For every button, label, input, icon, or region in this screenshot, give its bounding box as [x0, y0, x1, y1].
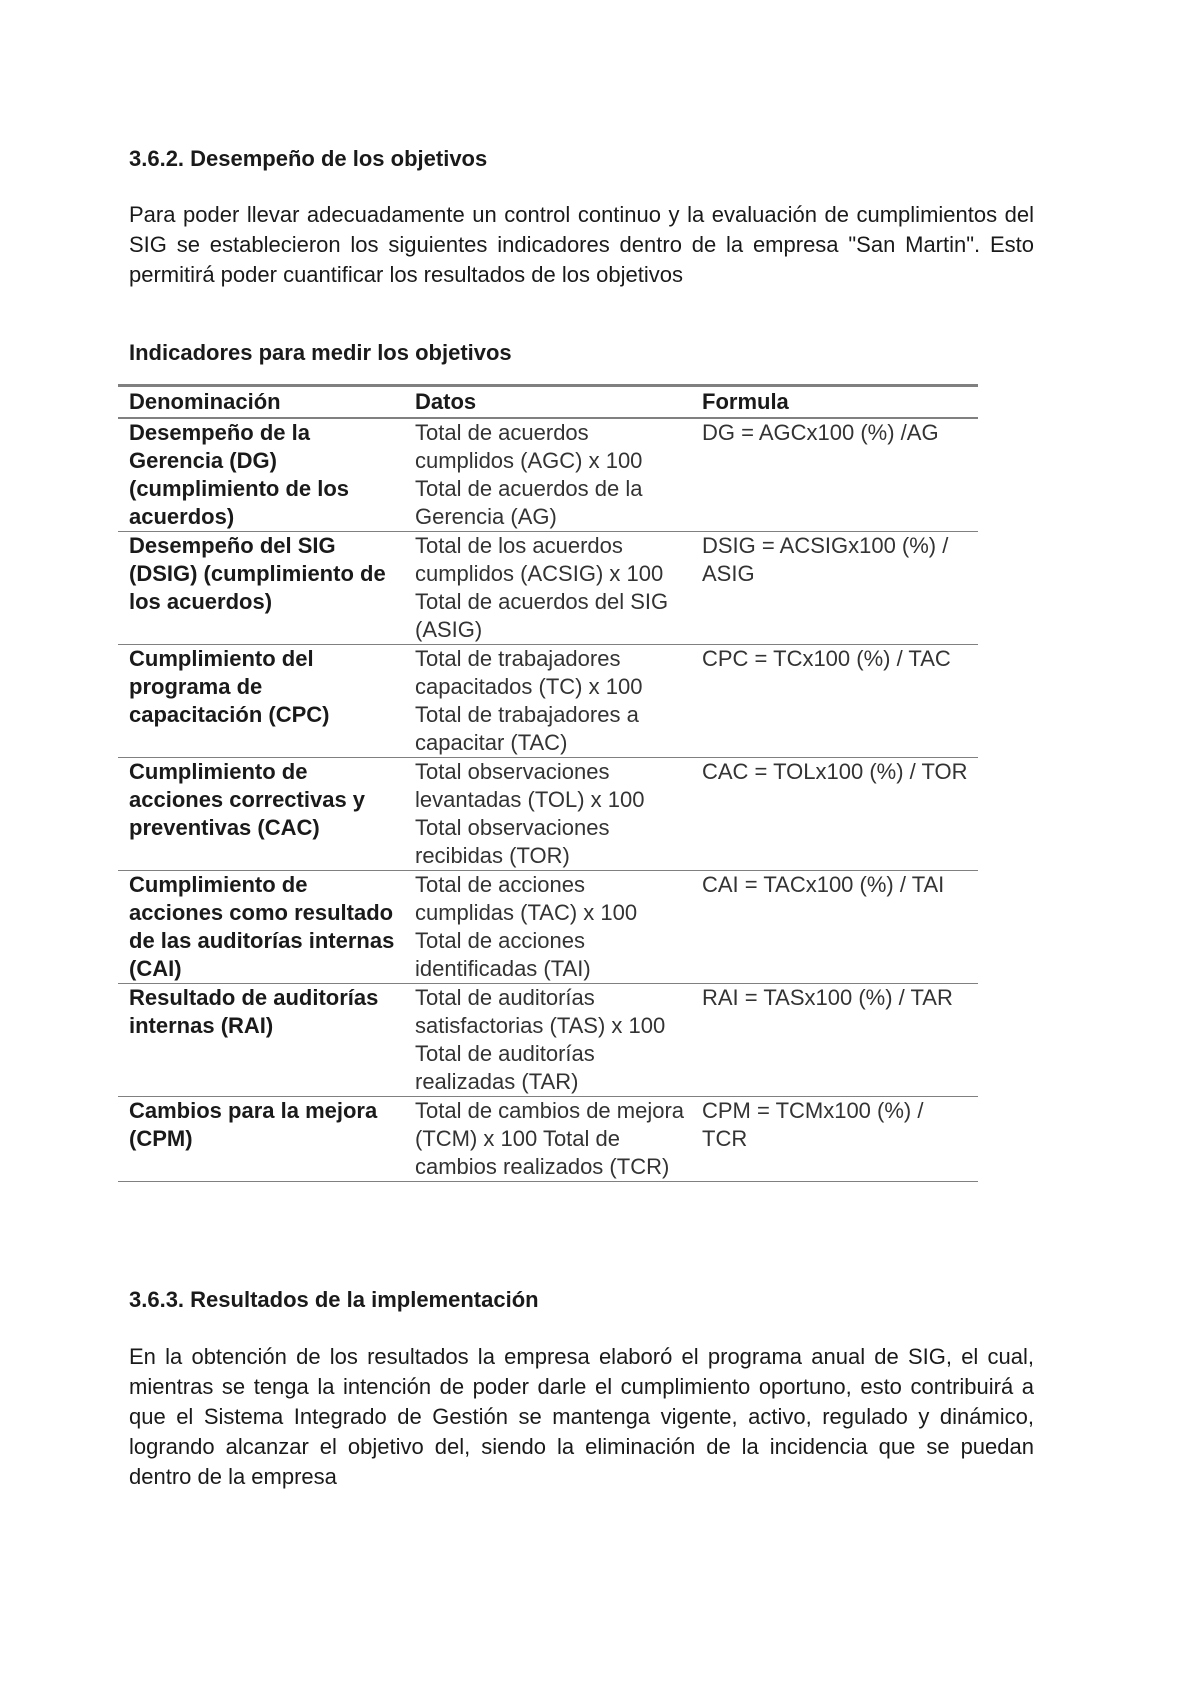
indicator-data: Total de los acuerdos cumplidos (ACSIG) x 100 Total de acuerdos del SIG (ASIG)	[404, 532, 691, 645]
indicator-name: Resultado de auditorías internas (RAI)	[118, 984, 404, 1097]
table-row	[118, 532, 978, 645]
section-heading-resultados: 3.6.3. Resultados de la implementación	[129, 1287, 539, 1312]
table-row	[118, 418, 978, 532]
table-row	[118, 984, 978, 1097]
indicators-table	[118, 384, 978, 1182]
table-title: Indicadores para medir los objetivos	[129, 340, 512, 365]
indicator-formula: CPC = TCx100 (%) / TAC	[691, 645, 978, 758]
column-header-denominacion: Denominación	[118, 386, 404, 419]
indicator-name: Cumplimiento del programa de capacitación (CPC)	[118, 645, 404, 758]
indicator-data: Total de trabajadores capacitados (TC) x 100 Total de trabajadores a capacitar (TAC)	[404, 645, 691, 758]
intro-paragraph: Para poder llevar adecuadamente un control continuo y la evaluación de cumplimientos del SIG se establecieron los siguientes indicadores dentro de la empresa "San Martin". Esto permitirá poder cuantificar los resultados de los objetivos	[129, 202, 1034, 287]
indicator-formula: DSIG = ACSIGx100 (%) / ASIG	[691, 532, 978, 645]
indicator-data: Total de acuerdos cumplidos (AGC) x 100 Total de acuerdos de la Gerencia (AG)	[404, 418, 691, 532]
results-paragraph: En la obtención de los resultados la empresa elaboró el programa anual de SIG, el cual, mientras se tenga la intención de poder darle el cumplimiento oportuno, esto contribuirá a que el Sistema Integrado de Gestión se mantenga vigente, activo, regulado y dinámico, logrando alcanzar el objetivo del, siendo la eliminación de la incidencia que se puedan dentro de la empresa	[129, 1344, 1034, 1489]
table-row	[118, 871, 978, 984]
indicator-formula: CPM = TCMx100 (%) / TCR	[691, 1097, 978, 1182]
indicator-data: Total de auditorías satisfactorias (TAS) x 100 Total de auditorías realizadas (TAR)	[404, 984, 691, 1097]
indicator-formula: CAC = TOLx100 (%) / TOR	[691, 758, 978, 871]
indicator-name: Cumplimiento de acciones como resultado de las auditorías internas (CAI)	[118, 871, 404, 984]
indicator-name: Desempeño del SIG (DSIG) (cumplimiento de los acuerdos)	[118, 532, 404, 645]
indicator-name: Cambios para la mejora (CPM)	[118, 1097, 404, 1182]
column-header-formula: Formula	[691, 386, 978, 419]
indicator-data: Total de cambios de mejora (TCM) x 100 Total de cambios realizados (TCR)	[404, 1097, 691, 1182]
table-row	[118, 1097, 978, 1182]
indicator-name: Desempeño de la Gerencia (DG) (cumplimiento de los acuerdos)	[118, 418, 404, 532]
table-row	[118, 758, 978, 871]
section-heading-desempeno: 3.6.2. Desempeño de los objetivos	[129, 146, 488, 171]
indicator-formula: RAI = TASx100 (%) / TAR	[691, 984, 978, 1097]
table-row	[118, 645, 978, 758]
column-header-datos: Datos	[404, 386, 691, 419]
indicator-formula: DG = AGCx100 (%) /AG	[691, 418, 978, 532]
indicator-name: Cumplimiento de acciones correctivas y preventivas (CAC)	[118, 758, 404, 871]
table-header-row	[118, 386, 978, 419]
indicator-formula: CAI = TACx100 (%) / TAI	[691, 871, 978, 984]
indicator-data: Total observaciones levantadas (TOL) x 100 Total observaciones recibidas (TOR)	[404, 758, 691, 871]
indicator-data: Total de acciones cumplidas (TAC) x 100 Total de acciones identificadas (TAI)	[404, 871, 691, 984]
